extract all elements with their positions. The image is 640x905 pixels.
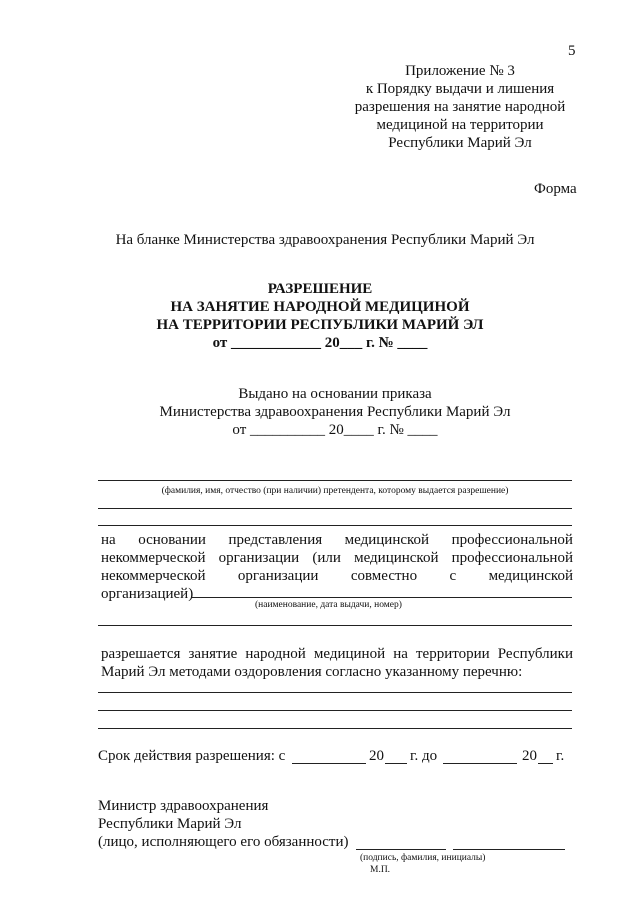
permission-paragraph [101,645,573,681]
issued-line: Выдано на основании приказа [238,386,432,402]
basis-paragraph [101,531,573,603]
methods-line [98,728,572,729]
validity-label: Срок действия разрешения: с [98,748,286,764]
issued-line: Министерства здравоохранения Республики Марий Эл [159,404,511,420]
title-line: РАЗРЕШЕНИЕ [267,281,373,297]
basis-caption: (наименование, дата выдачи, номер) [255,600,402,610]
signature-caption: (подпись, фамилия, инициалы) [360,853,486,863]
word: Республики [497,646,573,662]
word: основании [138,532,206,548]
word: представления [228,532,323,548]
appendix-line: медициной на территории [376,117,544,133]
basis-extra-line [98,625,572,626]
word: медицинской [354,550,439,566]
validity-year2: 20 [522,748,537,764]
applicant-extra-line [98,508,572,509]
appendix-line: Приложение № 3 [405,63,515,79]
appendix-line: Республики Марий Эл [388,135,532,151]
word: некоммерческой [101,568,206,584]
issued-line: от __________ 20____ г. № ____ [232,422,438,438]
word: организации [237,568,319,584]
appendix-line: к Порядку выдачи и лишения [365,81,555,97]
word: совместно [350,568,418,584]
permission-row [101,645,573,663]
word: разрешается [101,646,181,662]
page-number: 5 [568,43,576,59]
word: с [449,568,457,584]
signature-line: Министр здравоохранения [98,798,269,814]
word: территории [416,646,490,662]
word: медициной [313,646,386,662]
validity-year1: 20 [369,748,384,764]
validity-to-date-line [443,763,517,764]
validity-year1-line [385,763,407,764]
appendix-block [340,62,580,152]
word: профессиональной [451,550,573,566]
word: организацией) [101,586,194,602]
permission-row: Марий Эл методами оздоровления согласно указанному перечню: [101,664,523,680]
title-line: НА ТЕРРИТОРИИ РЕСПУБЛИКИ МАРИЙ ЭЛ [156,317,484,333]
methods-line [98,710,572,711]
word: народной [245,646,306,662]
document-title [120,280,520,352]
word: организации [218,550,300,566]
basis-fill-line [192,597,572,598]
applicant-extra-line [98,525,572,526]
appendix-line: разрешения на занятие народной [354,99,566,115]
letterhead-note: На бланке Министерства здравоохранения Республики Марий Эл [115,232,535,248]
applicant-name-line [98,480,572,481]
form-label: Форма [534,181,577,197]
name-fill-line [453,849,565,850]
stamp-label: М.П. [370,865,391,875]
validity-year2-line [538,763,553,764]
signature-block [98,797,349,851]
validity-end: г. [556,748,565,764]
word: медицинской [344,532,430,548]
title-line: НА ЗАНЯТИЕ НАРОДНОЙ МЕДИЦИНОЙ [170,299,470,315]
word: (или [312,550,341,566]
basis-row [101,531,573,549]
word: некоммерческой [101,550,206,566]
methods-line [98,692,572,693]
validity-from-date-line [292,763,366,764]
title-date-line: от ____________ 20___ г. № ____ [212,335,428,351]
word: на [393,646,408,662]
word: медицинской [488,568,573,584]
signature-fill-line [356,849,446,850]
signature-line: (лицо, исполняющего его обязанности) [98,834,349,850]
issued-basis [100,385,570,439]
basis-row [101,549,573,567]
validity-to: г. до [410,748,438,764]
basis-row [101,567,573,585]
applicant-caption: (фамилия, имя, отчество (при наличии) претендента, которому выдается разрешение) [161,486,509,496]
signature-line: Республики Марий Эл [98,816,242,832]
word: занятие [188,646,238,662]
word: на [101,532,116,548]
word: профессиональной [451,532,573,548]
